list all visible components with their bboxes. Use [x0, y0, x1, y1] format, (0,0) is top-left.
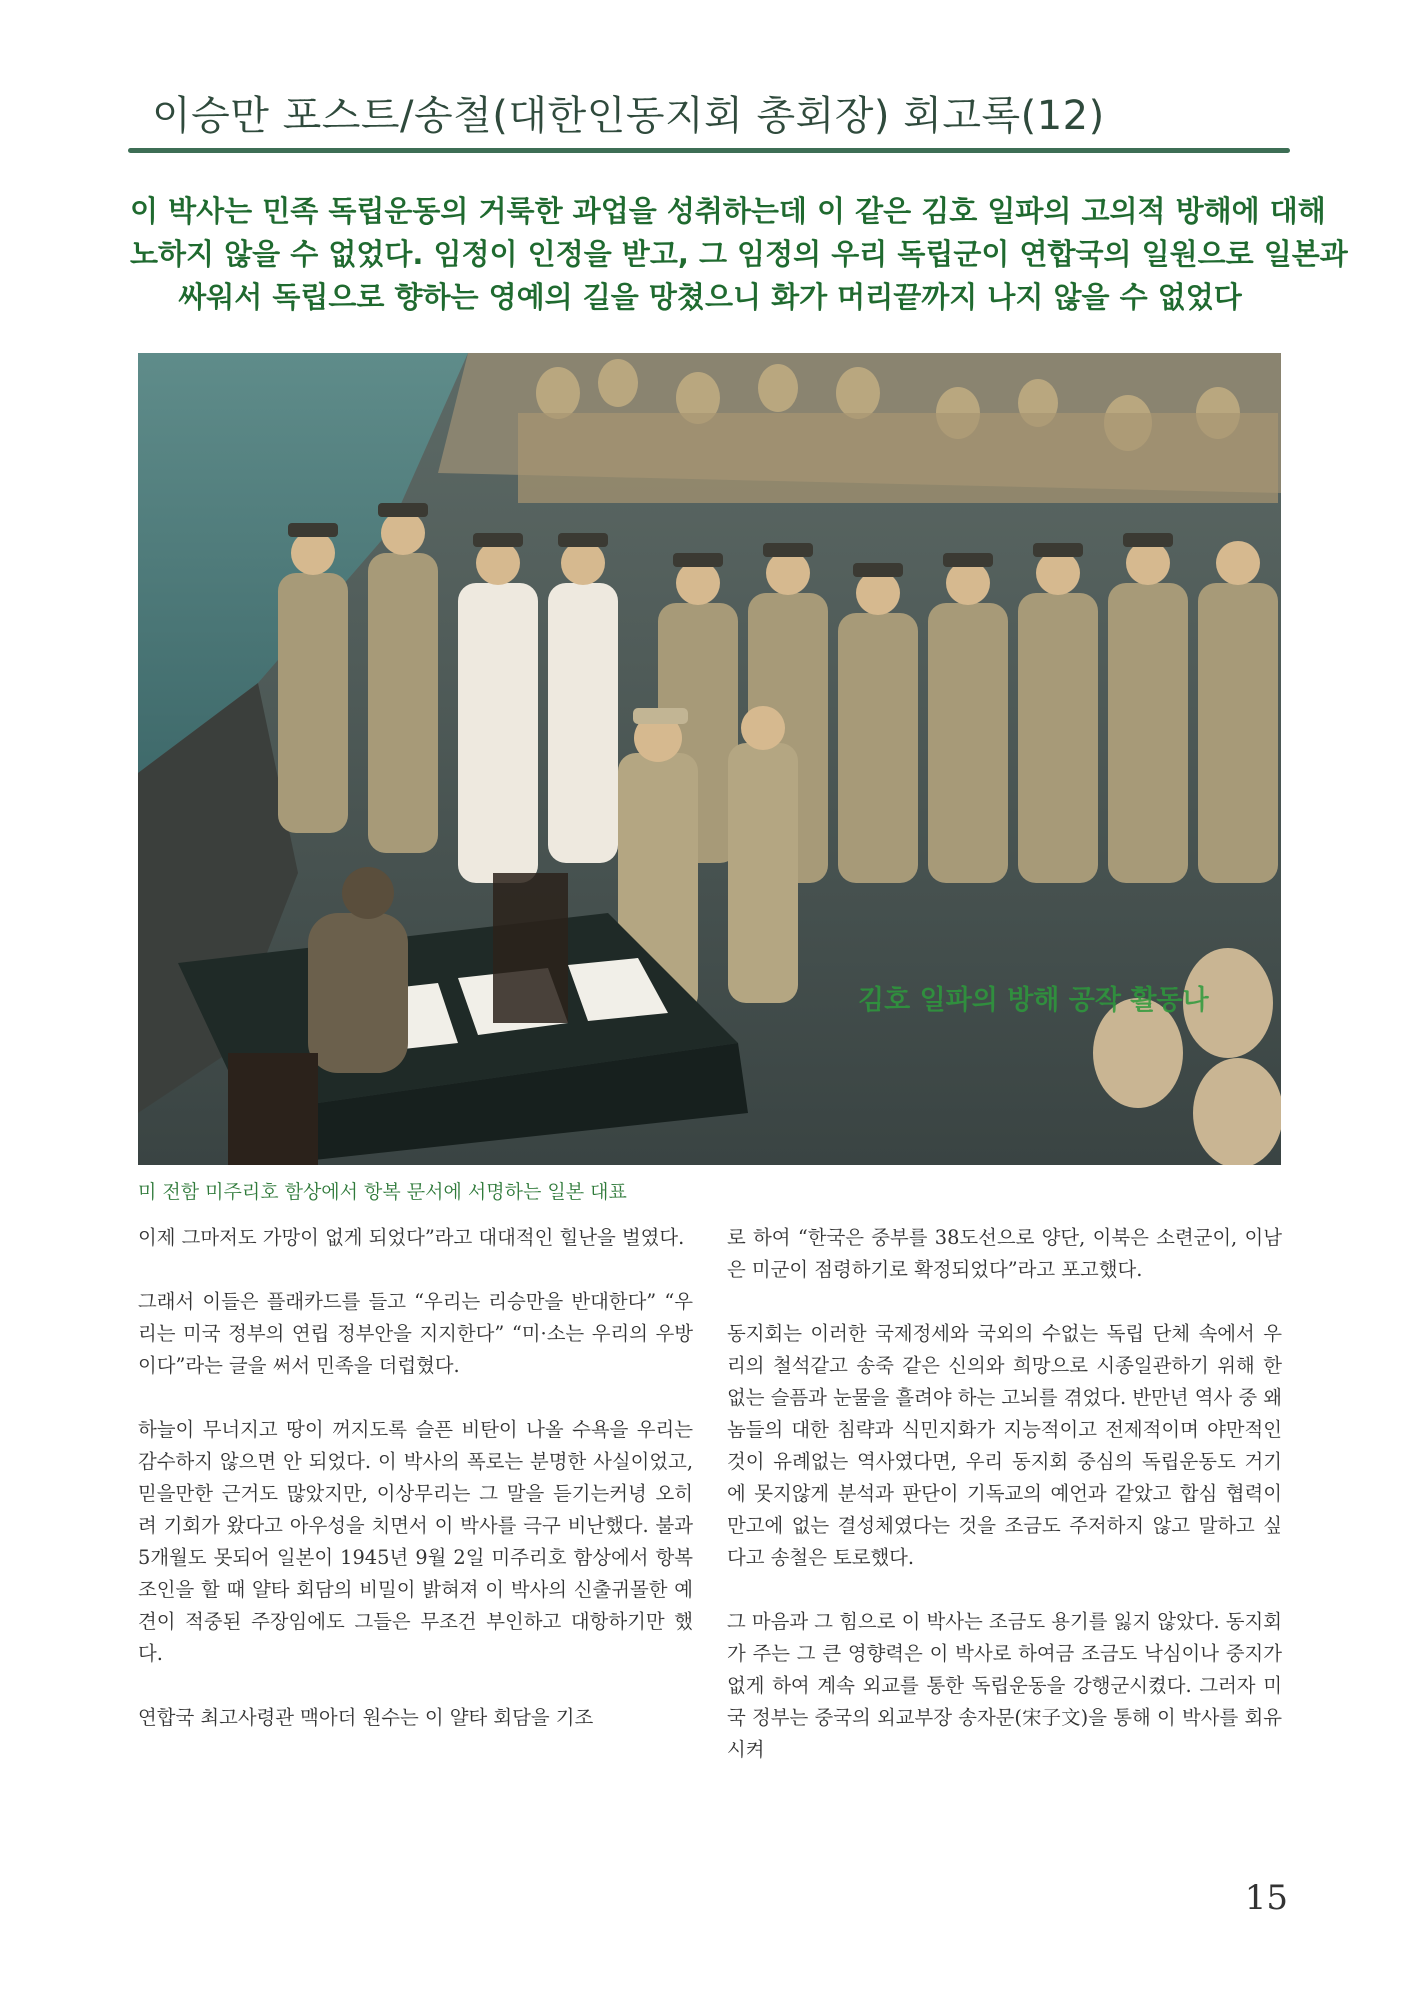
photo-illustration: [138, 353, 1281, 1165]
body-column-left: [138, 1222, 693, 1734]
lead-line: 이 박사는 민족 독립운동의 거룩한 과업을 성취하는데 이 같은 김호 일파의 고의적 방해에 대해: [130, 194, 1326, 228]
lead-paragraph: [130, 190, 1348, 319]
photo-overlay-text: 김호 일파의 방해 공작 활동나: [858, 985, 1209, 1016]
paragraph: 그 마음과 그 힘으로 이 박사는 조금도 용기를 잃지 않았다. 동지회가 주는 그 큰 영향력은 이 박사로 하여금 조금도 낙심이나 중지가 없게 하여 계속 외교를 통한 독립운동을 강행군시켰다. 그러자 미국 정부는 중국의 외교부장 송자문(宋子文)을 통해 이 박사를 회유시켜: [727, 1610, 1282, 1761]
paragraph: 연합국 최고사령관 맥아더 원수는 이 얄타 회담을 기조: [138, 1706, 594, 1729]
paragraph: 이제 그마저도 가망이 없게 되었다”라고 대대적인 힐난을 벌였다.: [138, 1226, 685, 1249]
paragraph: 로 하여 “한국은 중부를 38도선으로 양단, 이북은 소련군이, 이남은 미군이 점령하기로 확정되었다”라고 포고했다.: [727, 1226, 1282, 1281]
photo-caption: 미 전함 미주리호 함상에서 항복 문서에 서명하는 일본 대표: [138, 1181, 627, 1203]
page-number: 15: [1244, 1878, 1288, 1918]
body-column-right: [727, 1222, 1282, 1766]
paragraph: 그래서 이들은 플래카드를 들고 “우리는 리승만을 반대한다” “우리는 미국 정부의 연립 정부안을 지지한다” “미·소는 우리의 우방이다”라는 글을 써서 민족을 더럽혔다.: [138, 1290, 693, 1377]
header-divider: [128, 148, 1290, 153]
paragraph: 동지회는 이러한 국제정세와 국외의 수없는 독립 단체 속에서 우리의 철석같고 송죽 같은 신의와 희망으로 시종일관하기 위해 한없는 슬픔과 눈물을 흘려야 하는 고뇌를 겪었다. 반만년 역사 중 왜놈들의 대한 침략과 식민지화가 지능적이고 전제적이며 야만적인 것이 유례없는 역사였다면, 우리 동지회 중심의 독립운동도 거기에 못지않게 분석과 판단이 기독교의 예언과 같았고 합심 협력이 만고에 없는 결성체였다는 것을 조금도 주저하지 않고 말하고 싶다고 송철은 토로했다.: [727, 1322, 1282, 1569]
lead-line: 노하지 않을 수 없었다. 임정이 인정을 받고, 그 임정의 우리 독립군이 연합국의 일원으로 일본과: [130, 237, 1348, 271]
surrender-ceremony-photo: [138, 353, 1281, 1165]
lead-line: 싸워서 독립으로 향하는 영예의 길을 망쳤으니 화가 머리끝까지 나지 않을 수 없었다: [178, 280, 1242, 314]
page-title: 이승만 포스트/송철(대한인동지회 총회장) 회고록(12): [152, 93, 1105, 139]
paragraph: 하늘이 무너지고 땅이 꺼지도록 슬픈 비탄이 나올 수욕을 우리는 감수하지 않으면 안 되었다. 이 박사의 폭로는 분명한 사실이었고, 믿을만한 근거도 많았지만, 이상무리는 그 말을 듣기는커녕 오히려 기회가 왔다고 아우성을 치면서 이 박사를 극구 비난했다. 불과 5개월도 못되어 일본이 1945년 9월 2일 미주리호 함상에서 항복조인을 할 때 얄타 회담의 비밀이 밝혀져 이 박사의 신출귀몰한 예견이 적중된 주장임에도 그들은 무조건 부인하고 대항하기만 했다.: [138, 1418, 693, 1665]
